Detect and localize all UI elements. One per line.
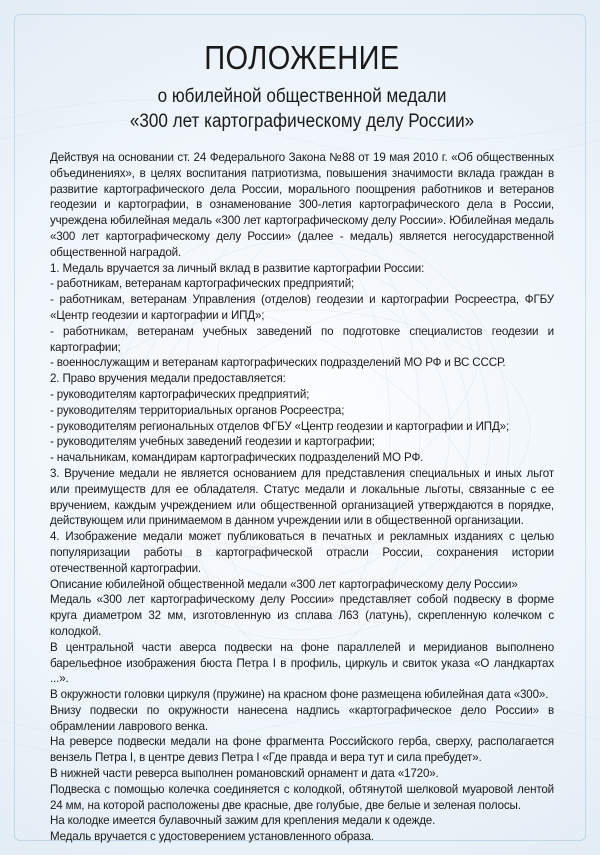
paragraph-preamble: Действуя на основании ст. 24 Федерального Закона №88 от 19 мая 2010 г. «Об общественных объединениях», в целях воспитания патриотизма, повышения значимости вклада граждан в развитие картографического дела России, морального поощрения работников и ветеранов геодезии и картографии, в ознаменование 300-летия картографического дела в России, учреждена юбилейная медаль «300 лет картографическому делу России». Юбилейная медаль «300 лет картографическому делу России» (далее - медаль) является негосударственной общественной наградой.: [50, 151, 554, 259]
paragraph: 3. Вручение медали не является основанием для представления специальных и иных льгот или преимуществ для ее обладателя. Статус медали и локальные льготы, связанные с ее вручением, каждым учреждением или общественной организацией утверждаются в порядке, действующем или принимаемом в данном учреждении или в общественной организации.: [50, 466, 554, 528]
paragraph: В нижней части реверса выполнен романовский орнамент и дата «1720».: [50, 767, 439, 781]
paragraph: Описание юбилейной общественной медали «300 лет картографическому делу России»: [50, 577, 518, 591]
paragraph: 2. Право вручения медали предоставляется:: [50, 372, 286, 386]
paragraph: Медаль вручается с удостоверением установленного образа.: [50, 830, 374, 844]
subtitle-line-2: «300 лет картографическому делу России»: [129, 111, 475, 132]
paragraph: На колодке имеется булавочный зажим для крепления медали к одежде.: [50, 814, 436, 828]
paragraph: - военнослужащим и ветеранам картографических подразделений МО РФ и ВС СССР.: [50, 356, 506, 370]
paragraph: - работникам, ветеранам картографических предприятий;: [50, 277, 355, 291]
paragraph: Медаль «300 лет картографическому делу России» представляет собой подвеску в форме круга диаметром 32 мм, изготовленную из сплава Л63 (латунь), скрепленную колечком с колодкой.: [50, 593, 554, 638]
paragraph: - работникам, ветеранам Управления (отделов) геодезии и картографии Росреестра, ФГБУ «Центр геодезии и картографии и ИПД»;: [50, 293, 554, 322]
paragraph: - руководителям учебных заведений геодезии и картографии;: [50, 435, 375, 449]
paragraph: В окружности головки циркуля (пружине) на красном фоне размещена юбилейная дата «300».: [50, 688, 549, 702]
paragraph: На реверсе подвески медали на фоне фрагмента Российского герба, сверху, располагается вензель Петра I, в центре девиз Петра I «Где правда и вера тут и сила пребудет».: [50, 735, 554, 765]
paragraph: Подвеска с помощью колечка соединяется с колодкой, обтянутой шелковой муаровой лентой 24 мм, на которой расположены две красные, две голубые, две белые и зеленая полосы.: [50, 782, 554, 812]
paragraph: 4. Изображение медали может публиковаться в печатных и рекламных изданиях с целью популяризации работы в картографической отрасли России, сохранения истории отечественной картографии.: [50, 530, 554, 575]
paragraph: - руководителям региональных отделов ФГБУ «Центр геодезии и картографии и ИПД»;: [50, 419, 510, 433]
paragraph: Внизу подвески по окружности нанесена надпись «картографическое дело России» в обрамлении лаврового венка.: [50, 703, 554, 733]
document-subtitle: [75, 84, 529, 134]
paragraph: 1. Медаль вручается за личный вклад в развитие картографии России:: [50, 261, 425, 275]
paragraph: - руководителям картографических предприятий;: [50, 387, 310, 401]
paragraph: - руководителям территориальных органов Росреестра;: [50, 403, 345, 417]
paragraph: В центральной части аверса подвески на фоне параллелей и меридианов выполнено барельефное изображения бюста Петра I в профиль, циркуль и свиток указа «О ландкартах ...».: [50, 640, 554, 686]
document-title: ПОЛОЖЕНИЕ: [204, 39, 400, 76]
document-content: [50, 38, 554, 845]
paragraph: - работникам, ветеранам учебных заведений по подготовке специалистов геодезии и картографии;: [50, 324, 554, 354]
document-body: [50, 150, 554, 845]
paragraph: - начальникам, командирам картографических подразделений МО РФ.: [50, 451, 424, 465]
subtitle-line-1: о юбилейной общественной медали: [157, 86, 447, 107]
